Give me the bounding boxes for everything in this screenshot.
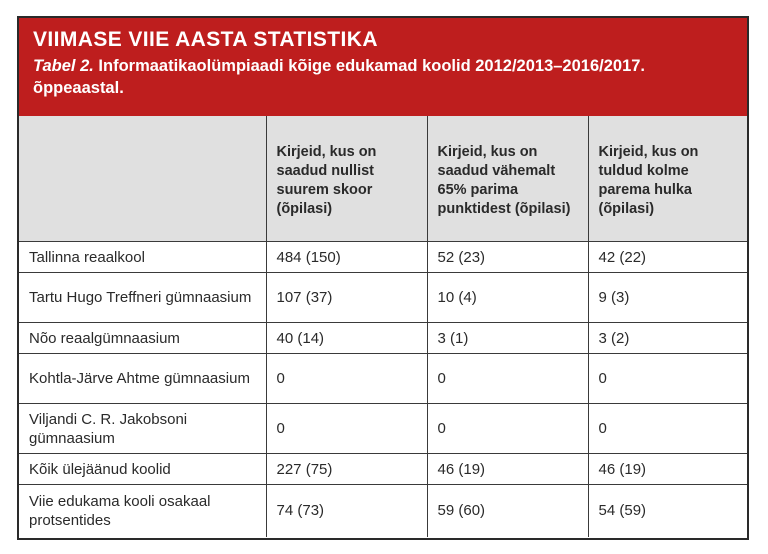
value-cell: 0 [266, 354, 427, 404]
school-name-cell: Tartu Hugo Treffneri gümnaasium [19, 273, 266, 323]
table-row [19, 354, 747, 404]
value-cell: 0 [427, 404, 588, 454]
value-cell: 3 (2) [588, 323, 747, 354]
value-cell: 46 (19) [427, 454, 588, 485]
column-header-school [19, 116, 266, 242]
table-row [19, 404, 747, 454]
value-cell: 0 [266, 404, 427, 454]
school-name-cell: Kohtla-Järve Ahtme gümnaasium [19, 354, 266, 404]
school-name-cell: Kõik ülejäänud koolid [19, 454, 266, 485]
value-cell: 0 [588, 354, 747, 404]
table-row [19, 273, 747, 323]
value-cell: 3 (1) [427, 323, 588, 354]
value-cell: 9 (3) [588, 273, 747, 323]
schools-table [19, 116, 747, 537]
title-banner [19, 18, 747, 116]
value-cell: 0 [427, 354, 588, 404]
school-name-cell: Viie edukama kooli osakaal protsentides [19, 485, 266, 537]
value-cell: 40 (14) [266, 323, 427, 354]
value-cell: 59 (60) [427, 485, 588, 537]
table-caption-text: Informaatikaolümpiaadi kõige edukamad koolid 2012/2013–2016/2017. õppeaastal. [33, 57, 646, 97]
value-cell: 107 (37) [266, 273, 427, 323]
value-cell: 42 (22) [588, 242, 747, 273]
table-row [19, 454, 747, 485]
school-name-cell: Tallinna reaalkool [19, 242, 266, 273]
column-header-top-three: Kirjeid, kus on tuldud kolme parema hulka (õpilasi) [588, 116, 747, 242]
table-caption [33, 55, 733, 99]
table-row [19, 323, 747, 354]
value-cell: 52 (23) [427, 242, 588, 273]
table-caption-label: Tabel 2. [33, 57, 94, 75]
table-header-row [19, 116, 747, 242]
column-header-65-percent: Kirjeid, kus on saadud vähemalt 65% parima punktidest (õpilasi) [427, 116, 588, 242]
value-cell: 227 (75) [266, 454, 427, 485]
statistics-panel [17, 16, 749, 540]
section-title: VIIMASE VIIE AASTA STATISTIKA [33, 28, 378, 51]
school-name-cell: Nõo reaalgümnaasium [19, 323, 266, 354]
table-row [19, 242, 747, 273]
column-header-nonzero-score: Kirjeid, kus on saadud nullist suurem skoor (õpilasi) [266, 116, 427, 242]
value-cell: 54 (59) [588, 485, 747, 537]
value-cell: 74 (73) [266, 485, 427, 537]
value-cell: 10 (4) [427, 273, 588, 323]
value-cell: 46 (19) [588, 454, 747, 485]
value-cell: 0 [588, 404, 747, 454]
school-name-cell: Viljandi C. R. Jakobsoni gümnaasium [19, 404, 266, 454]
table-row [19, 485, 747, 537]
value-cell: 484 (150) [266, 242, 427, 273]
